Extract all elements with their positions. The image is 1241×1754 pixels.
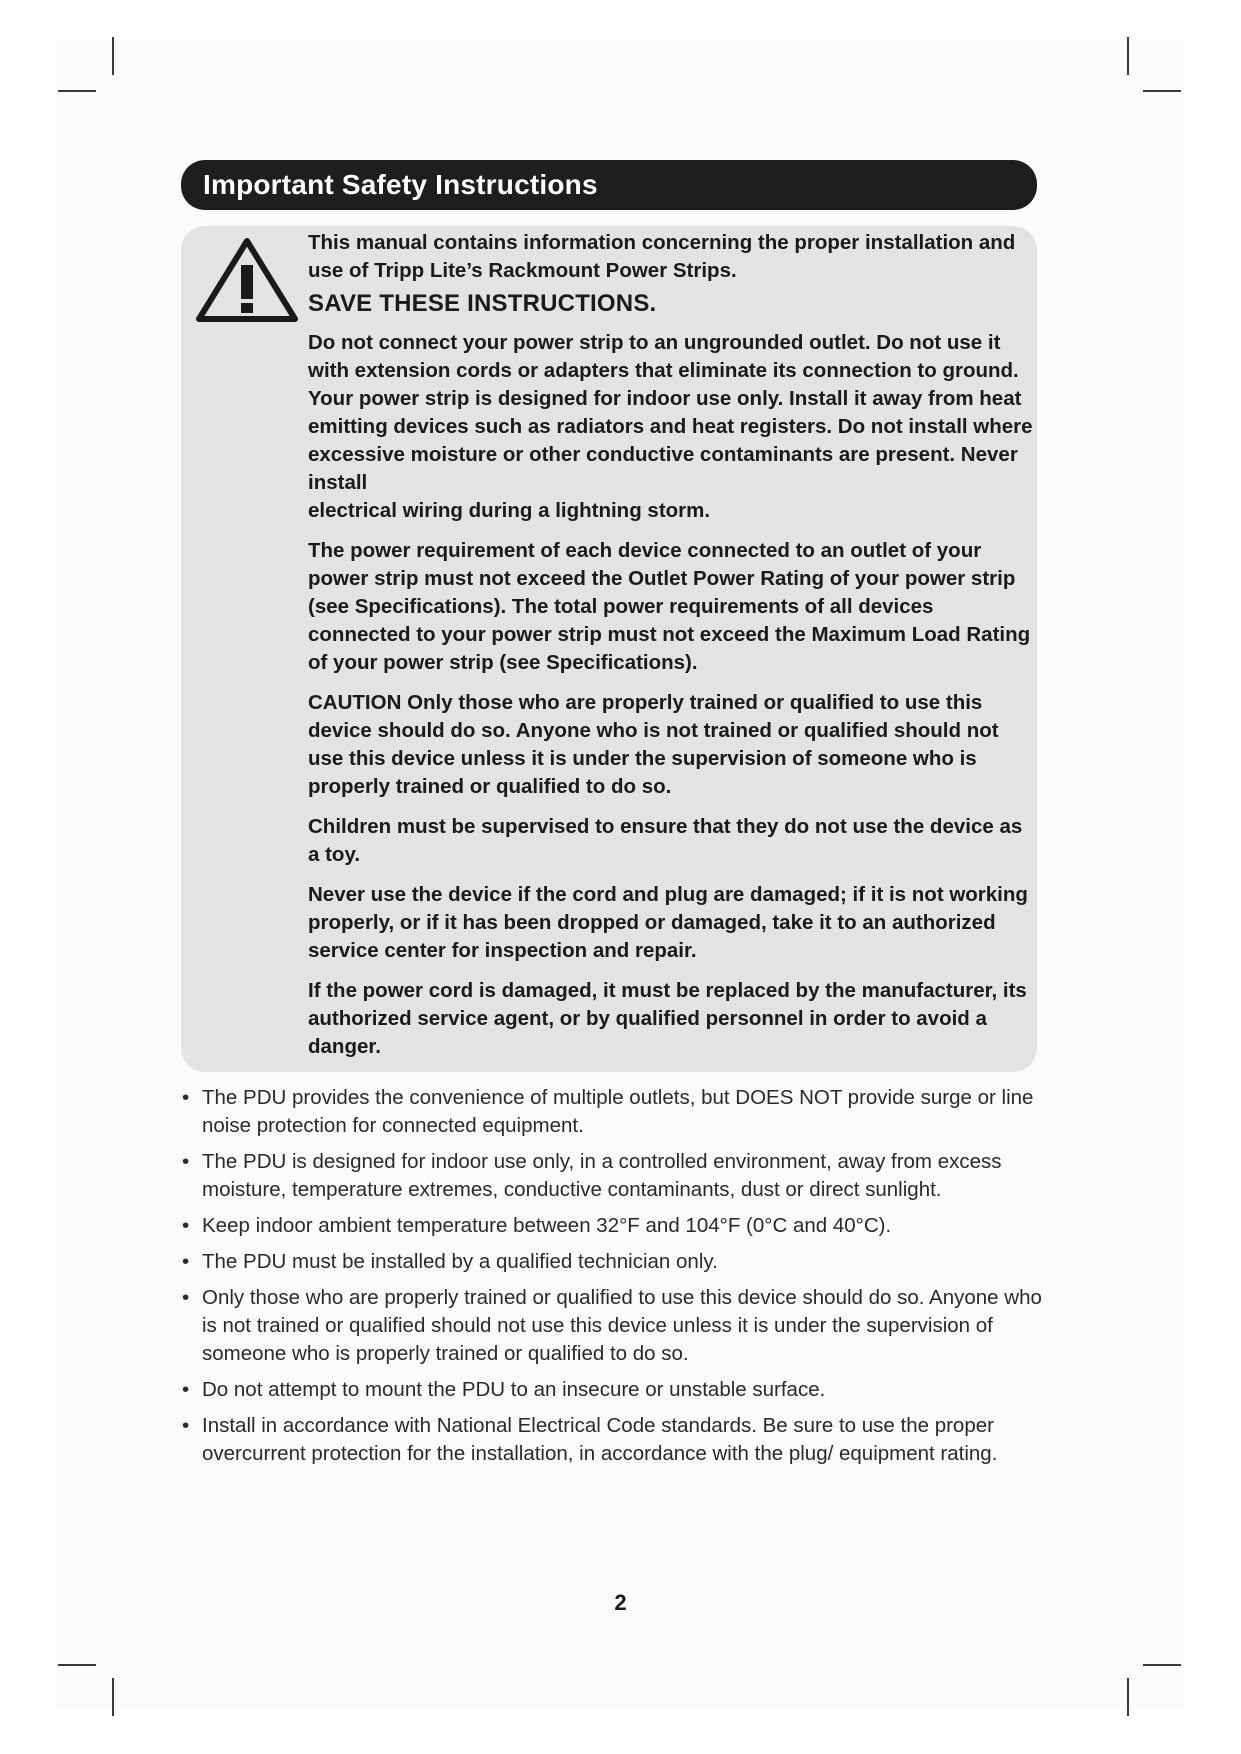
crop-mark bbox=[1127, 37, 1129, 75]
save-instructions-heading: SAVE THESE INSTRUCTIONS. bbox=[308, 290, 657, 317]
crop-mark bbox=[112, 1678, 114, 1716]
list-item bbox=[180, 1412, 1050, 1468]
section-title: Important Safety Instructions bbox=[181, 160, 1037, 210]
warning-paragraph: Do not connect your power strip to an ungrounded outlet. Do not use it with extension cords or adapters that eliminate its connection to ground. Your power strip is designed for indoor use only. Install it away from heat emitting devices such as radiators and heat registers. Do not install where excessive moisture or other conductive contaminants are present. Never install bbox=[308, 331, 1033, 494]
bullet-icon: • bbox=[182, 1414, 190, 1437]
list-item-text: Keep indoor ambient temperature between 32°F and 104°F (0°C and 40°C). bbox=[202, 1214, 892, 1237]
bullet-icon: • bbox=[182, 1286, 190, 1309]
list-item bbox=[180, 1212, 1050, 1240]
crop-mark bbox=[58, 90, 96, 92]
warning-paragraph: Children must be supervised to ensure that they do not use the device as a toy. bbox=[308, 815, 1023, 866]
crop-mark bbox=[1127, 1678, 1129, 1716]
list-item bbox=[180, 1148, 1050, 1204]
crop-mark bbox=[1143, 90, 1181, 92]
warning-paragraph: If the power cord is damaged, it must be replaced by the manufacturer, its authorized service agent, or by qualified personnel in order to avoid a danger. bbox=[308, 979, 1027, 1058]
crop-mark bbox=[1143, 1664, 1181, 1666]
list-item-text: The PDU provides the convenience of multiple outlets, but DOES NOT provide surge or line noise protection for connected equipment. bbox=[202, 1086, 1034, 1137]
crop-mark bbox=[58, 1664, 96, 1666]
warning-paragraph: electrical wiring during a lightning storm. bbox=[308, 499, 711, 522]
bullet-icon: • bbox=[182, 1086, 190, 1109]
bullet-list bbox=[180, 1084, 1050, 1476]
bullet-icon: • bbox=[182, 1250, 190, 1273]
list-item bbox=[180, 1284, 1050, 1368]
bullet-icon: • bbox=[182, 1150, 190, 1173]
warning-paragraph: Never use the device if the cord and plug are damaged; if it is not working properly, or if it has been dropped or damaged, take it to an authorized service center for inspection and repair. bbox=[308, 883, 1028, 962]
list-item-text: Do not attempt to mount the PDU to an insecure or unstable surface. bbox=[202, 1378, 826, 1401]
crop-mark bbox=[112, 37, 114, 75]
bullet-icon: • bbox=[182, 1214, 190, 1237]
list-item-text: Only those who are properly trained or qualified to use this device should do so. Anyone who is not trained or qualified should not use this device unless it is under the supervision of someone who is properly trained or qualified to do so. bbox=[202, 1286, 1042, 1365]
warning-triangle-icon bbox=[194, 235, 300, 325]
list-item bbox=[180, 1084, 1050, 1140]
list-item-text: The PDU must be installed by a qualified technician only. bbox=[202, 1250, 718, 1273]
bullet-icon: • bbox=[182, 1378, 190, 1401]
list-item bbox=[180, 1376, 1050, 1404]
page-number: 2 bbox=[614, 1590, 627, 1615]
warning-text bbox=[308, 229, 1034, 1073]
warning-intro: This manual contains information concerning the proper installation and use of Tripp Lite’s Rackmount Power Strips. bbox=[308, 231, 1016, 282]
list-item-text: Install in accordance with National Electrical Code standards. Be sure to use the proper overcurrent protection for the installation, in accordance with the plug/ equipment rating. bbox=[202, 1414, 998, 1465]
caution-paragraph: CAUTION Only those who are properly trained or qualified to use this device should do so. Anyone who is not trained or qualified should not use this device unless it is under the supervision of someone who is properly trained or qualified to do so. bbox=[308, 691, 999, 798]
list-item bbox=[180, 1248, 1050, 1276]
list-item-text: The PDU is designed for indoor use only, in a controlled environment, away from excess moisture, temperature extremes, conductive contaminants, dust or direct sunlight. bbox=[202, 1150, 1002, 1201]
warning-paragraph: The power requirement of each device connected to an outlet of your power strip must not exceed the Outlet Power Rating of your power strip (see Specifications). The total power requirements of all devices connected to your power strip must not exceed the Maximum Load Rating of your power strip (see Specifications). bbox=[308, 539, 1031, 674]
